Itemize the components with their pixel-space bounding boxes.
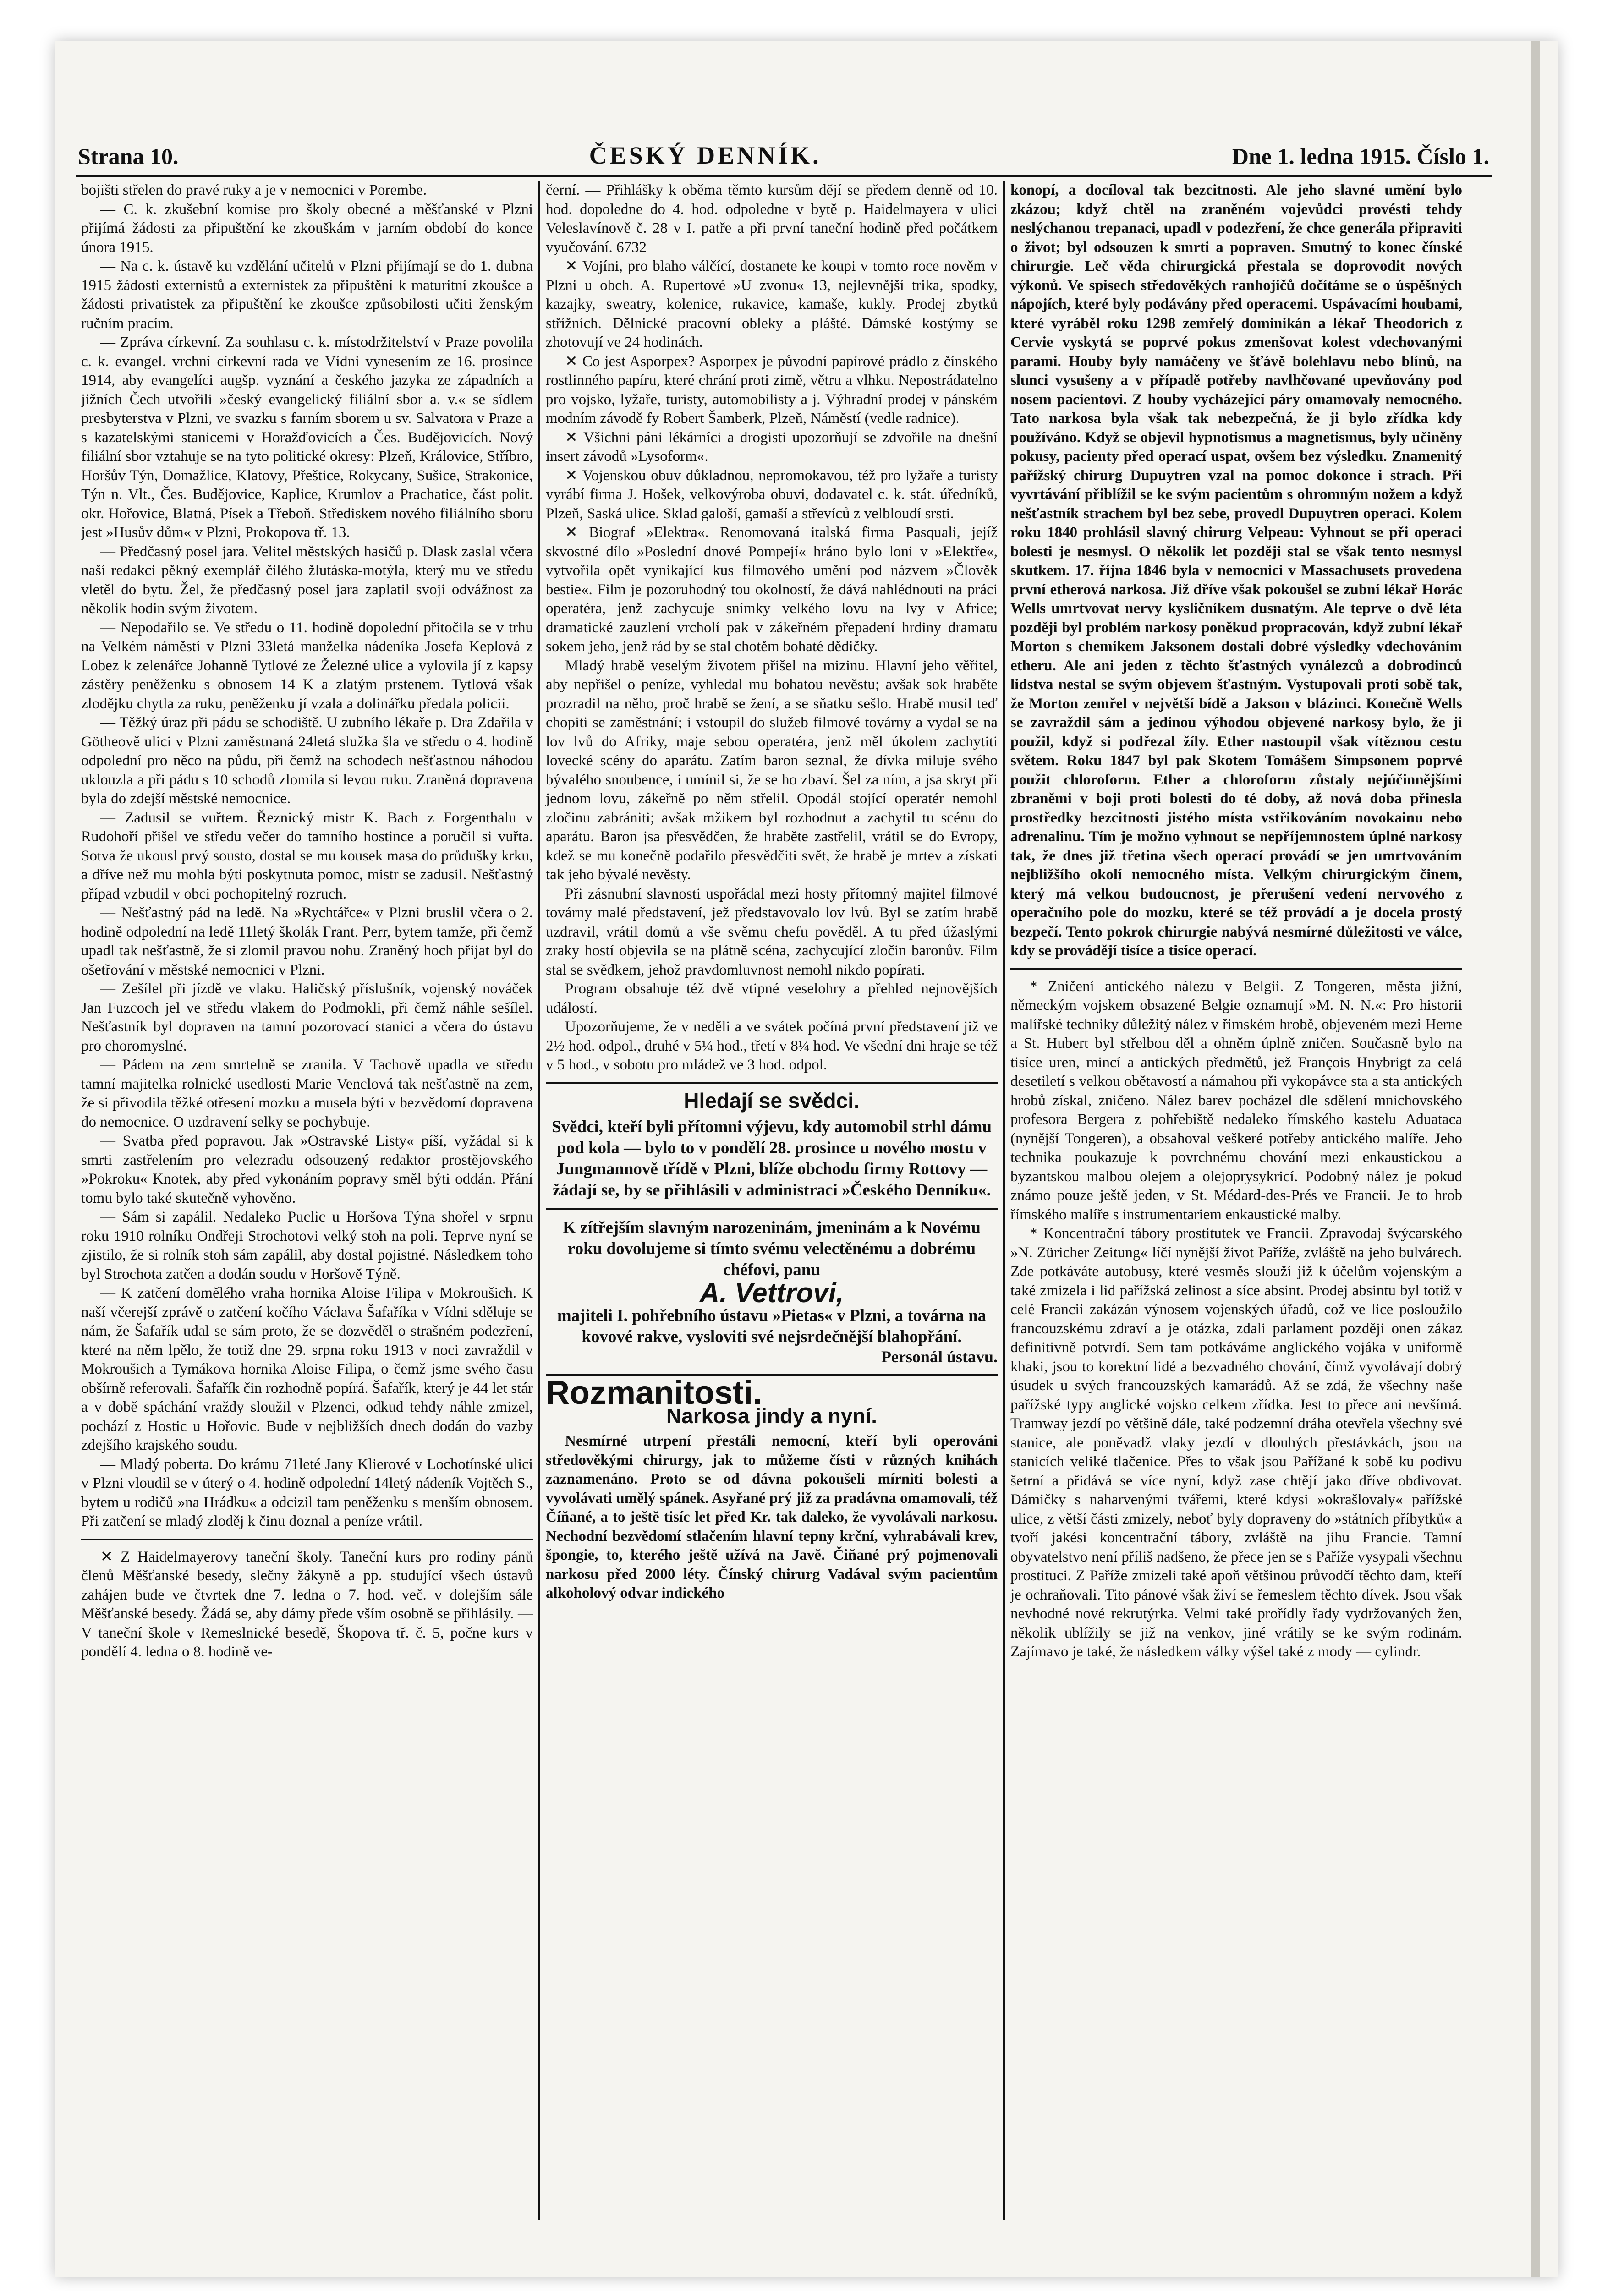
article-paragraph: — Zadusil se vuřtem. Řeznický mistr K. Bach z Forgenthalu v Rudohoří přišel ve středu večer do tamního hostince a poručil si vuřta. Sotva že ukousl prvý sousto, dostal se mu kousek masa do průdušky krku, a dříve než mu mohla býti poskytnuta pomoc, mistr se zadusil. Nešťastný případ vzbudil v obci pochopitelný rozruch. (81, 809, 533, 902)
article-paragraph: — Na c. k. ústavě ku vzdělání učitelů v Plzni přijímají se do 1. dubna 1915 žádosti externistů a externistek za připuštění k maturitní zkoušce a žádosti privatistek za připuštění ke zkoušce způsobilosti učiti ženským ručním pracím. (81, 258, 533, 332)
section-separator (81, 1539, 533, 1540)
advertisement (546, 1088, 998, 1201)
article-paragraph: — Mladý poberta. Do krámu 71leté Jany Klierové v Lochotínské ulici v Plzni vloudil se v úterý o 4. hodině odpolední 14letý nádeník Vojtěch S., bytem u rodičů »na Hrádku« a odcizil tam peněženku s menším obnosem. Při zatčení se mladý zloděj k činu doznal a peníze vrátil. (81, 1456, 533, 1529)
ad-recipient-name: A. Vettrovi, (699, 1277, 844, 1308)
page-number: Strana 10. (78, 143, 179, 169)
article-paragraph: černí. — Přihlášky k oběma těmto kursům dějí se předem denně od 10. hod. dopoledne do 4. hod. odpoledne v bytě p. Haidelmayera v ulici Veleslavínově č. 28 v I. patře a při první taneční hodině před počátkem vyučování. 6732 (546, 182, 998, 256)
header-rule (76, 175, 1492, 177)
article-paragraph: * Zničení antického nálezu v Belgii. Z Tongeren, města jižní, německým vojskem obsazené Belgie oznamují »M. N. N.«: Pro historii malířské techniky důležitý nález v řimském hrobě, objeveném mezi Herne a St. Hubert byl střelbou děl a ohněm úplně zničen. Současně bylo na tisíce uren, mincí a antických předmětů, jež François Hnybrigt za celá desetiletí s velkou obětavostí a námahou při vykopávce sta a sta antických hrobů získal, zničeno. Nález barev pocházel dle sdělení mnichovského profesora Bergera z pohřebiště nedaleko římského kastelu Aduataca (nynější Tongeren), a obsahoval veškeré potřeby antického malíře. Jeho technika poukazuje k povrchnému chování mezi enkaustickou a byzantskou malbou olejem a olejoprysykricí. Podobný nález je pokud známo pouze ještě jeden, v St. Médard-des-Prés ve Francii. Je to hrob římského malíře s instrumentariem enkaustické malby. (1010, 978, 1462, 1223)
article-paragraph: — Těžký úraz při pádu se schodiště. U zubního lékaře p. Dra Zdařila v Götheově ulici v Plzni zaměstnaná 24letá služka šla ve středu o 4. hodině odpolední pro něco na půdu, při čemž na schodech nešťastnou náhodou uklouzla a při pádu s 10 schodů zlomila si levou ruku. Zraněná dopravena byla do zdejší městské nemocnice. (81, 714, 533, 807)
article-paragraph: — Pádem na zem smrtelně se zranila. V Tachově upadla ve středu tamní majitelka rolnické usedlosti Marie Venclová tak nešťastně na zem, že si přivodila těžké otřesení mozku a musela býti v bezvědomí dopravena do nemocnice. O uzdravení selky se pochybuje. (81, 1057, 533, 1130)
article-paragraph: bojišti střelen do pravé ruky a je v nemocnici v Porembe. (81, 182, 427, 198)
article-paragraph: — Nepodařilo se. Ve středu o 11. hodině dopolední přitočila se v trhu na Velkém náměstí v Plzni 33letá manželka nádeníka Josefa Keplová z Lobez k zelenářce Johanně Tytlové ze Železné ulice a vylovila jí z kapsy zástěry peněženku s obnosem 14 K a zlatým prstenem. Tytlová však zlodějku chytla za ruku, peněženku jí vzala a dolinářku předala policii. (81, 619, 533, 712)
issue-date: Dne 1. ledna 1915. Číslo 1. (1232, 143, 1489, 169)
section-heading: Rozmanitosti. (546, 1375, 763, 1411)
section-separator (546, 1208, 998, 1210)
article-paragraph: * Koncentrační tábory prostitutek ve Francii. Zpravodaj švýcarského »N. Züricher Zeitung« líčí nynější život Paříže, zvláště na jeho bulvárech. Zde potkáváte autobusy, které vesměs slouží již k účelům vojenským a také zmizela i lid pařížská zelinost a síce absint. Prodej absintu byl totiž v celé Francii zakázán výnosem vojenských úřadů, což ve lice posloužilo francouzskému zdraví a je otázka, zdali parlament později onen zákaz definitivně potvrdí. Sem tam potkáváme anglického vojáka v uniformě khaki, jsou to korektní lidé a bezvadného chování, čímž vyvolávají dobrý úsudek u svých francouzských kamarádů. Až se zdá, že všechny naše pařížské typy anglické vojsko celkem zřídka. Jest to přece ani nevšímá. Tramway jezdí po většině dále, také podzemní dráha otevřela všechny své stanice, ale poněvadž vlaky jezdí v dlouhých přestávkách, jsou na stanicích veliké tlačenice. Přes to však jsou Pařížané k sobě ku podivu šetrní a přidává se více nyní, když zase chtějí jako dříve obdivovat. Dámičky s naharvenými tvářemi, které kdysi »okrašlovaly« pařížské ulice, z větší části zmizely, neboť byly dopraveny do »státních příbytků« a tvoří jakési koncentrační tábory, zvláště na jihu Francie. Tamní obyvatelstvo není příliš nadšeno, že přece jen se s Paříže vysypali všechnu prostituci. Z Paříže zmizeli také apoň většinou průvodčí těchto dam, kteří je ochraňovali. Tito pánové však živí se řemeslem těchto dívek. Jsou však nevhodné nové rekrutýrka. Velmi také prořídly řady vydržovaných žen, několik ublížily se již na venkov, jiné vrátily se ke svým rodinám. Zajímavo je také, že následkem války výšel také z mody — cylindr. (1010, 1225, 1462, 1660)
masthead (78, 137, 1489, 170)
article-paragraph: — C. k. zkušební komise pro školy obecné a měšťanské v Plzni přijímá žádosti za připuštění ke zkouškám v jarním období do konce února 1915. (81, 201, 533, 256)
article-paragraph: Při zásnubní slavnosti uspořádal mezi hosty přítomný majitel filmové továrny malé představení, jež představovalo lov lvů. Byl se zatím hrabě uzdravil, vrátil domů a vše svěmu chefu pověděl. A tu před úžaslými zraky hostí objevila se na plátně scéna, zachycující zločin baronův. Film stal se svědkem, jehož pravdomluvnost nemohl nikdo popírati. (546, 885, 998, 978)
greeting-notice (546, 1217, 998, 1366)
column-2 (540, 181, 1003, 2220)
article-paragraph: konopí, a docíloval tak bezcitnosti. Ale jeho slavné umění bylo zkázou; když chtěl na zraněném vojevůdci provésti tehdy neslýchanou trepanaci, upadl v podezření, že chce generála připraviti o život; byl odsouzen k smrti a popraven. Smutný to konec čínské chirurgie. Leč věda chirurgická přestala se doprovodit nových výkonů. Ve spisech středověkých ranhojičů dočítáme se o úspěšných nápojích, které byly podávány před operacemi. Uspávacími houbami, které vyráběl roku 1298 zemřelý dominikán a lékař Theodorich z Cervie vyskytá se poprvé pokus zmenšovat kolest vdechovanými parami. Houby byly namáčeny ve šťávě bolehlavu nebo blínů, na slunci vysušeny a v případě potřeby navlhčované upevňovány pod nosem pacientovi. Z houby vycházející páry omamovaly nemocného. Tato narkosa byla však tak nebezpečná, že ji bylo zřídka kdy používáno. Když se objevil hypnotismus a magnetismus, byly učiněny pokusy, pacienty před operací uspat, ovšem bez výsledku. Znamenitý pařížský chirurg Dupuytren vzal na pomoc dokonce i strach. Při vyvrtávání přiblížil se ke svým pacientům s ohromným nožem a když nešťastník strachem byl bez sebe, provedl Dupuytren operaci. Kolem roku 1840 prohlásil slavný chirurg Velpeau: Vyhnout se při operaci bolesti je nesmysl. O několik let později stal se však tento nesmysl skutkem. 17. října 1846 byla v nemocnici v Massachusets provedena první etherová narkosa. Již dříve však pokoušel se zubní lékař Horác Wells umrtvovat nervy kysličníkem dusnatým. Ale teprve o dvě léta později byl problém narkosy poněkud propracován, když zubní lékař Morton s chemikem Jaksonem dostali dobré výsledky vdechováním etheru. Ale ani jeden z těchto šťastných vynálezců a dobrodinců lidstva nestal se svým objevem šťastným. Vystupovali proti sobě tak, že Morton zemřel v největší bídě a Jakson v blázinci. Konečně Wells se zavraždil sám a jedinou výhodou objevené narkosy bylo, že ji použil, když si podřezal žíly. Ether nastoupil však vítěznou cestu světem. Roku 1847 byl pak Skotem Tomášem Simpsonem poprvé použit chloroform. Ether a chloroform zůstaly nejúčinnějšími zbraněmi v boji proti bolesti do té doby, až nová doba přinesla prostředky bezcitnosti jistého místa vstřikováním novokainu nebo adrenalinu. Tím je možno vyhnout se nepříjemnostem úplné narkosy tak, že dnes již třetina všech operací provádí se jen umrtvováním nejbližšího okolí nemocného místa. Velkým chirurgickým činem, který má velkou budoucnost, je přerušení vedení nervového z operačního pole do mozku, které se též provádí a je docela prostý bezpečí. Tento pokrok chirurgie nabývá nesmírné důležitosti ve válce, kdy se provádějí tisíce a tisíce operací. (1010, 182, 1462, 959)
ad-text: K zítřejším slavným narozeninám, jmeninám a k Novému roku dovolujeme si tímto svému velectěnému a dobrému chéfovi, panu (563, 1218, 981, 1279)
article-columns (76, 181, 1492, 2220)
article-paragraph: ✕ Vojenskou obuv důkladnou, nepromokavou, též pro lyžaře a turisty vyrábí firma J. Hošek, velkovýroba obuvi, dodavatel c. k. stát. úředníků, Plzeň, Saská ulice. Sklad galoší, gamaší a střevíců z velbloudí srsti. (546, 467, 998, 522)
ad-text: Svědci, kteří byli přítomni výjevu, kdy automobil strhl dámu pod kola — bylo to v pondělí 28. prosince u nového mostu v Jungmannově třídě v Plzni, blíže obchodu firmy Rottovy — žádají se, by se přihlásili v administraci »Českého Denníku«. (551, 1118, 992, 1200)
column-1 (76, 181, 538, 2220)
article-heading: Narkosa jindy a nyní. (666, 1403, 878, 1428)
article-paragraph: Mladý hrabě veselým životem přišel na mizinu. Hlavní jeho věřitel, aby nepřišel o peníze, vyhledal mu bohatou nevěstu; avšak sok hraběte prozradil na něho, proč hrabě se žení, a se sňatku sešlo. Hrabě musil teď chopiti se zaměstnání; i vstoupil do služeb filmové továrny a vydal se na lov lvů do Afriky, maje sebou operatéra, jenž měl úkolem zachytiti lovecké scény do aparátu. Zatím baron seznal, že dívka miluje svého bývalého snoubence, i umínil si, že se ho zbaví. Šel za ním, a jsa skryt při jednom lovu, zákeřně po něm střelil. Opodál stojící operatér nemohl zločinu zabrániti; avšak mžikem byl rozhodnut a zachytil tu scénu do aparátu. Baron jsa přesvědčen, že hraběte zastřelil, vrátil se do Evropy, kdež se mu konečně podařilo přesvědčiti svět, že hrabě je mrtev a získati tak jeho bývalé nevěsty. (546, 657, 998, 883)
article-paragraph: Upozorňujeme, že v neděli a ve svátek počíná první představení již ve 2½ hod. odpol., druhé v 5¼ hod., třetí v 8¼ hod. Ve všední dni hraje se též v 5 hod., v sobotu pro mládež ve 3 hod. odpol. (546, 1019, 998, 1073)
article-paragraph: — Nešťastný pád na ledě. Na »Rychtářce« v Plzni bruslil včera o 2. hodině odpolední na ledě 11letý školák Frant. Perr, bytem tamže, při čemž upadl tak nešťastně, že si zlomil pravou nohu. Zraněný hoch přijat byl do ošetřování v městské nemocnici v Plzni. (81, 904, 533, 978)
page-edge (1531, 41, 1540, 2277)
article-paragraph: — Zpráva církevní. Za souhlasu c. k. místodržitelství v Praze povolila c. k. evangel. vrchní církevní rada ve Vídni vynesením ze 16. prosince 1914, aby evangelíci augšp. vyznání a českého jazyka ze západních a jižních Čech utvořili »český evangelický filiální sbor a. v.« se sídlem presbyterstva v Plzni, ve svazku s farním sborem u sv. Salvatora v Praze a s kazatelskými stanicemi v Horažďovicích a Čes. Budějovicích. Nový filiální sbor vztahuje se na tyto politické okresy: Plzeň, Královice, Stříbro, Horšův Týn, Domažlice, Klatovy, Přeštice, Rokycany, Sušice, Strakonice, Týn n. Vlt., Čes. Budějovice, Kaplice, Krumlov a Prachatice, část polit. okr. Hořovice, Blatná, Písek a Třeboň. Střediskem nového filiálního sboru jest »Husův dům« v Plzni, Prokopova tř. 13. (81, 334, 533, 541)
ad-text: majiteli I. pohřebního ústavu »Pietas« v Plzni, a továrna na kovové rakve, vysloviti své nejsrdečnější blahopřání. (557, 1306, 987, 1346)
article-paragraph: — Svatba před popravou. Jak »Ostravské Listy« píší, vyžádal si k smrti zastřelením pro velezradu odsouzený redaktor prostějovského »Pokroku« Knotek, aby před vykonáním popravy směl býti oddán. Přání tomu bylo také skutečně vyhověno. (81, 1133, 533, 1206)
column-3 (1005, 181, 1468, 2220)
ad-signature: Personál ústavu. (881, 1347, 998, 1366)
newspaper-title: ČESKÝ DENNÍK. (589, 142, 822, 169)
article-paragraph: ✕ Všichni páni lékárníci a drogisti upozorňují se zdvořile na dnešní insert závodů »Lysoform«. (546, 429, 998, 465)
article-paragraph: — K zatčení domělého vraha hornika Aloise Filipa v Mokroušich. K naší včerejší zprávě o zatčení kočího Václava Šafaříka v Vídni sděluje se nám, že Šafařík udal se sám proto, že se dozvěděl o strašném podezření, které na něm lpělo, že totiž dne 29. srpna roku 1913 v noci zavraždil v Mokroušich a Tymákova hornika Aloise Filipa, o čemž jsme svého času obšírně referovali. Šafařík čin rozhodně popírá. Šafařík, který je 44 let stár a v době spáchání vraždy sloužil v Plzenci, odkud tehdy náhle zmizel, pochází z Hostic u Hořovic. Bude v nejbližších dnech dodán do vazby zdejšího krajského soudu. (81, 1285, 533, 1453)
section-separator (546, 1082, 998, 1084)
article-paragraph: — Sám si zapálil. Nedaleko Puclic u Horšova Týna shořel v srpnu roku 1910 rolníku Ondřeji Strochotovi velký stoh na poli. Teprve nyní se zjistilo, že si rolník stoh sám zapálil, aby dostal pojistné. Následkem toho byl Strochota zatčen a dodán soudu v Horšově Týně. (81, 1209, 533, 1283)
ad-heading: Hledají se svědci. (684, 1088, 860, 1113)
article-paragraph: — Zešílel při jízdě ve vlaku. Haličský příslušník, vojenský nováček Jan Fuzcoch jel ve středu vlakem do Podmokli, při čemž náhle sešílel. Nešťastník byl dopraven na tamní pozorovací stanici a včera do ústavu pro choromyslné. (81, 981, 533, 1054)
article-paragraph: ✕ Z Haidelmayerovy taneční školy. Taneční kurs pro rodiny pánů členů Měšťanské besedy, slečny žákyně a pp. studující všech ústavů zahájen bude ve čtvrtek dne 7. ledna o 7. hod. več. v dolejším sále Měšťanské besedy. Žádá se, aby dámy přede vším osobně se přihlásily. — V taneční škole v Remeslnické besedě, Škopova tř. č. 5, počne kurs v pondělí 4. ledna o 8. hodině ve- (81, 1548, 533, 1660)
article-paragraph: ✕ Vojíni, pro blaho válčící, dostanete ke koupi v tomto roce nověm v Plzni u obch. A. Rupertové »U zvonu« 13, nejlevnější trika, spodky, kazajky, sweatry, kolenice, rukavice, kamaše, kukly. Prodej zbytků střížních. Dělnické pracovní obleky a plášté. Dámské kostýmy se zhotovují ve 24 hodinách. (546, 258, 998, 351)
article-paragraph: Nesmírné utrpení přestáli nemocní, kteří byli operováni středověkými chirurgy, jak to můžeme čísti v různých knihách zaznamenáno. Proto se od dávna pokoušeli mírniti bolesti a vyvolávati umělý spánek. Asyřané prý již za pradávna omamovali, též Číňané, a to ještě tisíc let před Kr. tak daleko, že vyvolávali narkosu. Nechodní bezvědomí stlačením hlavní tepny krční, vyhrabávali krev, špongie, to, kterého ještě užívá na Javě. Čiňané prý pojmenovali narkosu před 2000 léty. Čínský chirurg Vadával svým pacientům alkoholový odvar indického (546, 1433, 998, 1601)
article-paragraph: — Předčasný posel jara. Velitel městských hasičů p. Dlask zaslal včera naší redakci pěkný exemplář čilého žlutáska-motýla, který mu ve středu vletěl do bytu. Žel, že předčasný posel jara zaplatil svoji odvážnost za několik hodin svým životem. (81, 543, 533, 617)
section-separator (1010, 968, 1462, 970)
article-paragraph: ✕ Co jest Asporpex? Asporpex je původní papírové prádlo z čínského rostlinného papíru, které chrání proti zimě, větru a vlhku. Nepostrádatelno pro vojsko, lyžaře, turisty, automobilisty a j. Výhradní prodej v pánském modním závodě fy Robert Šamberk, Plzeň, Náměstí (vedle radnice). (546, 353, 998, 427)
article-paragraph: ✕ Biograf »Elektra«. Renomovaná italská firma Pasquali, jejíž skvostné dílo »Poslední dnové Pompejí« hráno bylo loni v »Elektře«, vytvořila opět vynikající kus filmového umění pod názvem »Člověk bestie«. Film je pozoruhodný tou okolností, že dává nahlédnouti na práci operatéra, jenž zachycuje snímky velkého lovu na lvy v Africe; dramatické zauzlení vrcholí pak v zákeřném přepadení hrdiny dramatu sokem jeho, jenž rád by se stal chotěm bohaté dědičky. (546, 524, 998, 655)
article-paragraph: Program obsahuje též dvě vtipné veselohry a přehled nejnovějších událostí. (546, 981, 998, 1016)
